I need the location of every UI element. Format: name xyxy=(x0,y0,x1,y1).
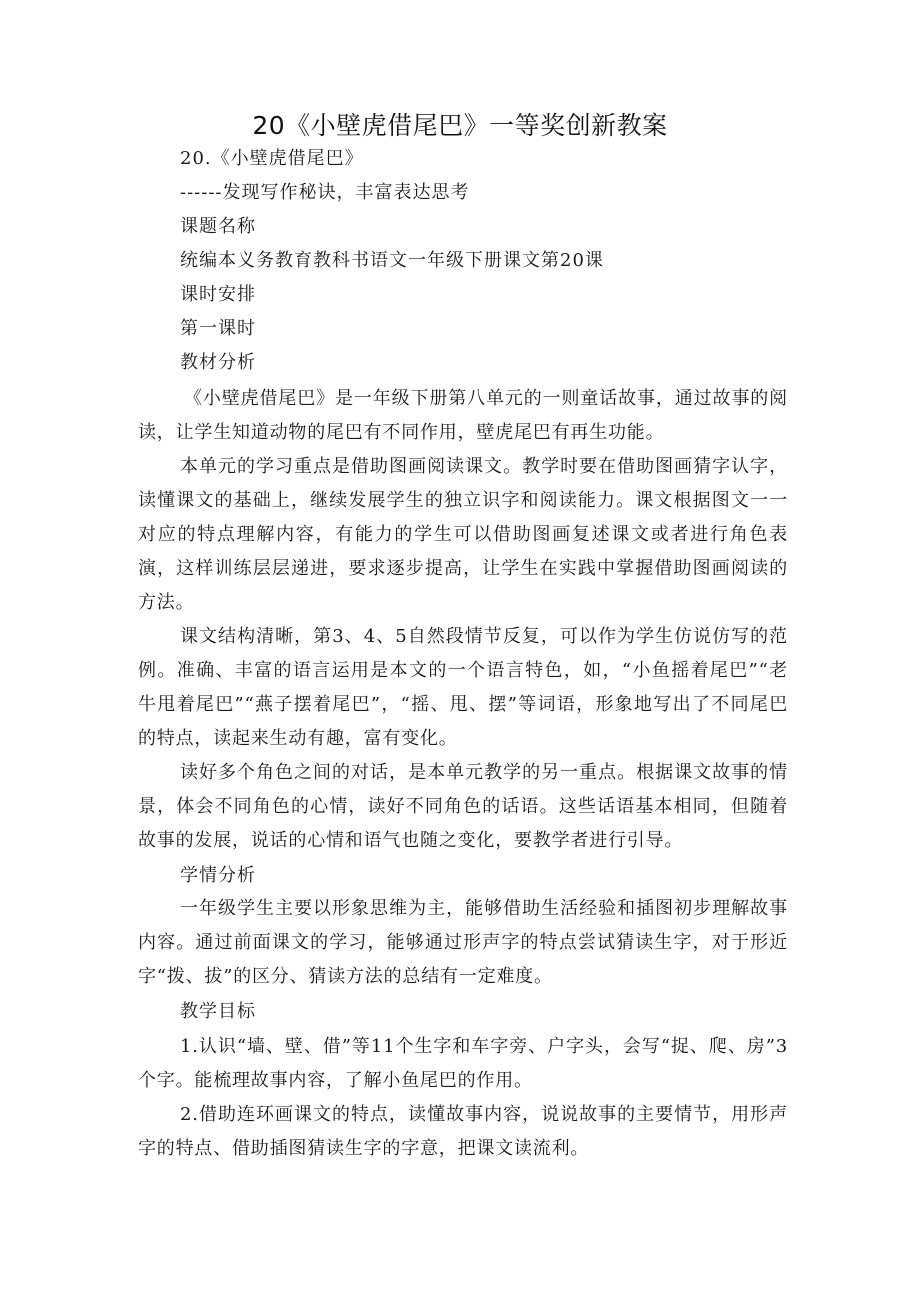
learner-paragraph: 一年级学生主要以形象思维为主，能够借助生活经验和插图初步理解故事内容。通过前面课文的学习，能够通过形声字的特点尝试猜读生字，对于形近字“拨、拔”的区分、猜读方法的总结有一定难度。 xyxy=(138,898,788,987)
document-title: 20《小壁虎借尾巴》一等奖创新教案 xyxy=(252,111,668,140)
schedule-value: 第一课时 xyxy=(180,318,256,339)
goals-label: 教学目标 xyxy=(180,1001,256,1022)
lesson-heading: 20.《小壁虎借尾巴》 xyxy=(180,148,364,169)
material-paragraph: 《小壁虎借尾巴》是一年级下册第八单元的一则童话故事，通过故事的阅读，让学生知道动物的尾巴有不同作用，壁虎尾巴有再生功能。 xyxy=(138,388,788,443)
material-label: 教材分析 xyxy=(180,352,256,373)
learner-label: 学情分析 xyxy=(180,865,256,886)
material-paragraph: 读好多个角色之间的对话，是本单元教学的另一重点。根据课文故事的情景，体会不同角色的心情，读好不同角色的话语。这些话语基本相同，但随着故事的发展，说话的心情和语气也随之变化，要教学者进行引导。 xyxy=(138,762,788,851)
material-paragraph: 课文结构清晰，第3、4、5自然段情节反复，可以作为学生仿说仿写的范例。准确、丰富的语言运用是本文的一个语言特色，如，“小鱼摇着尾巴”“老牛甩着尾巴”“燕子摆着尾巴”，“摇、甩、摆”等词语，形象地写出了不同尾巴的特点，读起来生动有趣，富有变化。 xyxy=(138,626,788,749)
topic-label: 课题名称 xyxy=(180,216,256,237)
goal-item: 1.认识“墙、壁、借”等11个生字和车字旁、户字头，会写“捉、爬、房”3个字。能梳理故事内容，了解小鱼尾巴的作用。 xyxy=(138,1036,788,1091)
topic-value: 统编本义务教育教科书语文一年级下册课文第20课 xyxy=(180,250,604,271)
schedule-label: 课时安排 xyxy=(180,284,256,305)
goal-item: 2.借助连环画课文的特点，读懂故事内容，说说故事的主要情节，用形声字的特点、借助插图猜读生字的字意，把课文读流利。 xyxy=(138,1104,788,1159)
subtitle: ------发现写作秘诀，丰富表达思考 xyxy=(180,182,470,203)
material-paragraph: 本单元的学习重点是借助图画阅读课文。教学时要在借助图画猜字认字，读懂课文的基础上，继续发展学生的独立识字和阅读能力。课文根据图文一一对应的特点理解内容，有能力的学生可以借助图画复述课文或者进行角色表演，这样训练层层递进，要求逐步提高，让学生在实践中掌握借助图画阅读的方法。 xyxy=(138,456,788,613)
